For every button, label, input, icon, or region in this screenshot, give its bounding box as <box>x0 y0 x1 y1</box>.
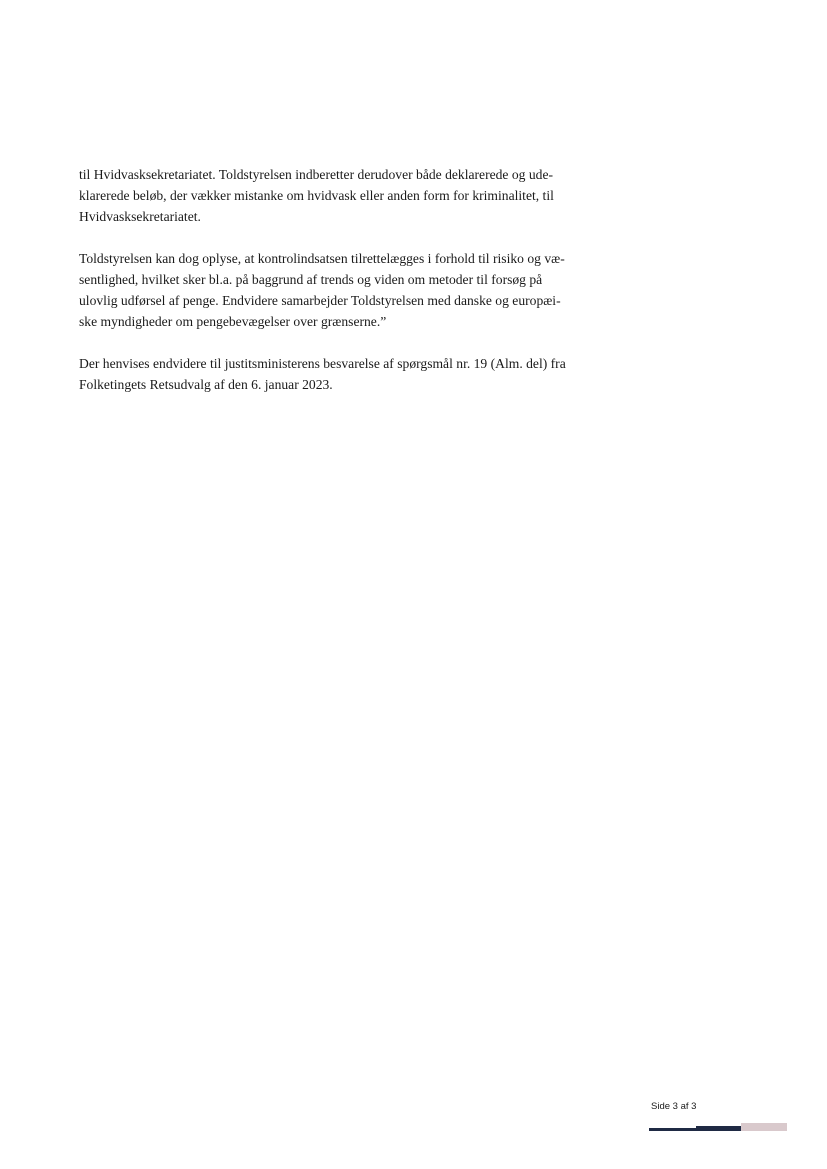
footer-bar-light-segment <box>741 1123 787 1131</box>
paragraph <box>79 248 619 332</box>
document-body <box>79 164 619 416</box>
page-number-label: Side 3 af 3 <box>651 1101 697 1112</box>
text-line: sentlighed, hvilket sker bl.a. på baggrund af trends og viden om metoder til forsøg på <box>79 272 543 287</box>
paragraph <box>79 164 619 227</box>
text-line: ulovlig udførsel af penge. Endvidere samarbejder Toldstyrelsen med danske og europæi- <box>79 293 561 308</box>
footer-bar-dark-segment <box>696 1126 741 1131</box>
text-line: Hvidvasksekretariatet. <box>79 209 201 224</box>
text-line: Toldstyrelsen kan dog oplyse, at kontrolindsatsen tilrettelægges i forhold til risiko og væ- <box>79 251 565 266</box>
text-line: til Hvidvasksekretariatet. Toldstyrelsen indberetter derudover både deklarerede og ude- <box>79 167 554 182</box>
text-line: Der henvises endvidere til justitsministerens besvarelse af spørgsmål nr. 19 (Alm. del) fra <box>79 356 566 371</box>
text-line: ske myndigheder om pengebevægelser over grænserne.” <box>79 314 387 329</box>
paragraph <box>79 353 619 395</box>
footer-decoration-bar <box>649 1123 787 1131</box>
text-line: Folketingets Retsudvalg af den 6. januar 2023. <box>79 377 333 392</box>
text-line: klarerede beløb, der vækker mistanke om hvidvask eller anden form for kriminalitet, til <box>79 188 554 203</box>
footer-bar-thin-segment <box>649 1128 696 1131</box>
